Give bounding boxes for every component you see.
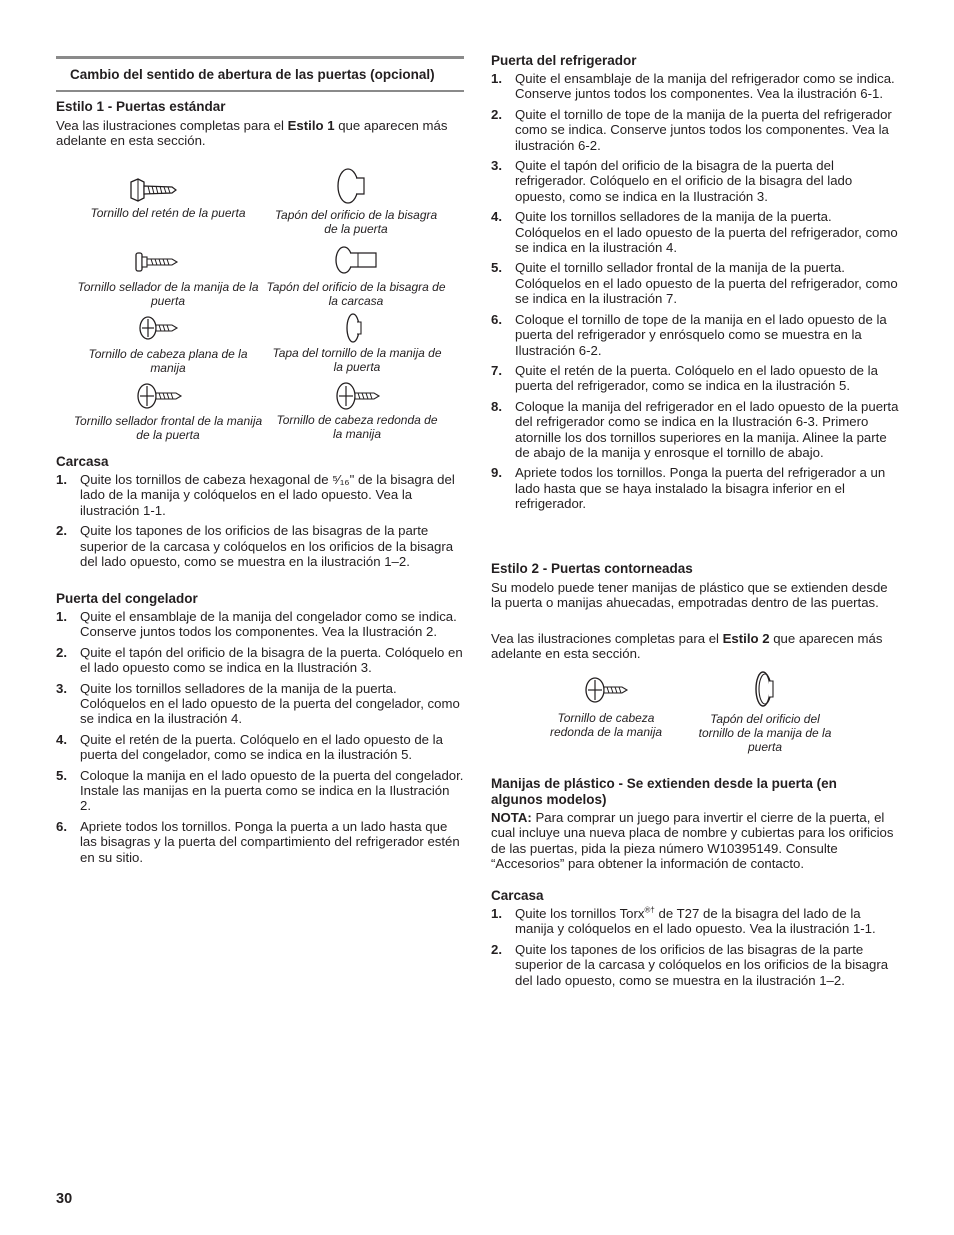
style2-heading: Estilo 2 - Puertas contorneadas bbox=[491, 561, 693, 576]
note-text: Para comprar un juego para invertir el cierre de la puerta, el cual incluye una nueva placa de nombre y cubiertas para los orificios de las puertas, pida la pieza número W10395149. Consulte “Accesorios” para obtener la información de contacto. bbox=[491, 810, 894, 872]
round-head-screw-icon bbox=[584, 676, 630, 704]
plastic-handles-heading: Manijas de plástico - Se extienden desde la puerta (en algunos modelos) bbox=[491, 776, 837, 807]
step-number: 6. bbox=[56, 818, 67, 834]
caption-style2-handle-screw-plug: Tapón del orificio del tornillo de la manija de la puerta bbox=[698, 712, 832, 754]
step-text-post: de T27 de la bisagra del lado de la manija y colóquelos en el lado opuesto. Vea la ilustración 1-1. bbox=[515, 906, 876, 937]
step-text: Quite los tapones de los orificios de las bisagras de la parte superior de la carcasa y colóquelos en los orificios de la bisagra del lado opuesto, como se muestra en la ilustración 1–2. bbox=[515, 941, 889, 988]
list-item bbox=[56, 681, 464, 727]
step-text-pre: Quite los tornillos Torx bbox=[515, 906, 645, 921]
step-text: Quite el tapón del orificio de la bisagra de la puerta del refrigerador. Colóquelo en el orificio de la bisagra del lado opuesto, como se indica en la Ilustración 3. bbox=[515, 158, 853, 204]
list-item bbox=[56, 732, 464, 763]
list-item bbox=[491, 158, 901, 204]
style1-intro-post: que aparecen más adelante en esta sección. bbox=[56, 118, 448, 149]
section-header-bar bbox=[56, 56, 464, 92]
handle-screw-plug-icon bbox=[752, 669, 778, 709]
caption-front-sealing-screw: Tornillo sellador frontal de la manija de la puerta bbox=[73, 414, 263, 442]
caption-screw-cap: Tapa del tornillo de la manija de la puerta bbox=[272, 346, 442, 374]
page-number: 30 bbox=[56, 1191, 73, 1207]
caption-door-stop-screw: Tornillo del retén de la puerta bbox=[90, 206, 246, 220]
list-item bbox=[491, 399, 901, 461]
step-number: 9. bbox=[491, 465, 502, 481]
step-number: 3. bbox=[56, 680, 67, 696]
step-text: Quite el tapón del orificio de la bisagra de la puerta. Colóquelo en el lado opuesto como se indica en la Ilustración 3. bbox=[80, 644, 463, 676]
step-number: 2. bbox=[56, 523, 67, 539]
style1-heading: Estilo 1 - Puertas estándar bbox=[56, 99, 226, 114]
note-label: NOTA: bbox=[491, 810, 532, 825]
style2-cabinet-heading: Carcasa bbox=[491, 888, 544, 903]
step-text: Quite los tornillos de cabeza hexagonal de ⁵⁄₁₆" de la bisagra del lado de la manija y colóquelos en el lado opuesto. Vea la ilustración 1-1. bbox=[80, 472, 455, 518]
style2-cabinet-steps bbox=[491, 906, 901, 993]
trademark-sup: ®† bbox=[644, 905, 655, 915]
section-title: Cambio del sentido de abertura de las puertas (opcional) bbox=[70, 67, 435, 82]
list-item bbox=[56, 645, 464, 676]
style1-intro-bold: Estilo 1 bbox=[287, 118, 335, 133]
list-item bbox=[56, 609, 464, 640]
front-sealing-screw-icon bbox=[136, 381, 184, 411]
style2-intro-bold: Estilo 2 bbox=[722, 631, 770, 646]
screw-cap-icon bbox=[344, 311, 366, 345]
step-number: 8. bbox=[491, 398, 502, 414]
step-number: 4. bbox=[56, 731, 67, 747]
step-number: 4. bbox=[491, 209, 502, 225]
hex-screw-icon bbox=[128, 177, 178, 203]
step-text: Coloque el tornillo de tope de la manija en el lado opuesto de la puerta del refrigerador y enrósquelo como se muestra en la Ilustración 6-2. bbox=[515, 311, 887, 358]
note-paragraph bbox=[491, 810, 901, 872]
list-item bbox=[491, 942, 901, 988]
list-item bbox=[491, 312, 901, 358]
freezer-door-heading: Puerta del congelador bbox=[56, 591, 198, 606]
list-item bbox=[491, 71, 901, 102]
style2-paragraph: Su modelo puede tener manijas de plástico que se extienden desde la puerta o manijas ahuecadas, empotradas dentro de las puertas. bbox=[491, 580, 888, 611]
list-item bbox=[491, 260, 901, 306]
step-text: Coloque la manija del refrigerador en el lado opuesto de la puerta del refrigerador como se indica en la Ilustración 6-3. Primero atornille los dos tornillos superiores en la manija. Alinee la parte de abajo de la manija y enrosque el tornillo de abajo. bbox=[515, 398, 899, 460]
step-text: Quite el ensamblaje de la manija del refrigerador como se indica. Conserve juntos todos los componentes. Vea la ilustración 6-1. bbox=[515, 71, 895, 102]
round-head-screw-icon bbox=[334, 381, 382, 411]
fridge-steps bbox=[491, 71, 901, 517]
step-number: 1. bbox=[56, 609, 67, 624]
step-number: 7. bbox=[491, 362, 502, 378]
step-number: 1. bbox=[56, 472, 67, 487]
list-item bbox=[491, 363, 901, 394]
step-text: Quite el tornillo de tope de la manija de la puerta del refrigerador como se indica. Conserve juntos todos los componentes. Vea la ilustración 6-2. bbox=[515, 106, 892, 153]
style1-intro-pre: Vea las ilustraciones completas para el bbox=[56, 118, 288, 133]
step-text: Quite el ensamblaje de la manija del congelador como se indica. Conserve juntos todos los componentes. Vea la Ilustración 2. bbox=[80, 609, 457, 640]
flat-head-screw-icon bbox=[138, 314, 180, 342]
caption-flat-head-screw: Tornillo de cabeza plana de la manija bbox=[88, 347, 248, 375]
list-item bbox=[56, 768, 464, 814]
freezer-steps bbox=[56, 609, 464, 870]
caption-door-hinge-plug: Tapón del orificio de la bisagra de la puerta bbox=[274, 208, 438, 236]
fridge-door-heading: Puerta del refrigerador bbox=[491, 53, 637, 68]
step-number: 2. bbox=[491, 106, 502, 122]
caption-cabinet-hinge-plug: Tapón del orificio de la bisagra de la carcasa bbox=[266, 280, 446, 308]
step-text: Quite los tapones de los orificios de las bisagras de la parte superior de la carcasa y colóquelos en los orificios de la bisagra del lado opuesto, como se muestra en la ilustración 1–2. bbox=[80, 523, 454, 570]
list-item bbox=[56, 819, 464, 865]
cabinet-hinge-plug-icon bbox=[332, 245, 380, 275]
style2-intro-pre: Vea las ilustraciones completas para el bbox=[491, 631, 723, 646]
cabinet-heading: Carcasa bbox=[56, 454, 109, 469]
style2-intro bbox=[491, 631, 901, 662]
step-text: Quite los tornillos selladores de la manija de la puerta. Colóquelos en el lado opuesto de la puerta del refrigerador, como se indica en la ilustración 4. bbox=[515, 209, 898, 256]
step-text: Coloque la manija en el lado opuesto de la puerta del congelador. Instale las manijas en la puerta como se indica en la Ilustración 2. bbox=[80, 767, 464, 814]
list-item bbox=[491, 465, 901, 511]
step-number: 1. bbox=[491, 71, 502, 86]
step-number: 5. bbox=[491, 260, 502, 276]
style2-intro-post: que aparecen más adelante en esta sección. bbox=[491, 631, 883, 662]
caption-round-head-screw: Tornillo de cabeza redonda de la manija bbox=[276, 413, 438, 441]
step-text: Quite el retén de la puerta. Colóquelo en el lado opuesto de la puerta del congelador, como se indica en la ilustración 5. bbox=[80, 731, 443, 763]
step-text: Quite el retén de la puerta. Colóquelo en el lado opuesto de la puerta del refrigerador, como se indica en la ilustración 5. bbox=[515, 362, 878, 394]
step-number: 6. bbox=[491, 311, 502, 327]
step-number: 1. bbox=[491, 906, 502, 921]
style1-intro bbox=[56, 118, 464, 149]
step-number: 3. bbox=[491, 158, 502, 174]
list-item bbox=[491, 209, 901, 255]
hinge-hole-plug-icon bbox=[334, 166, 372, 206]
step-text: Apriete todos los tornillos. Ponga la puerta a un lado hasta que las bisagras y la puerta del compartimiento del refrigerador estén en su sitio. bbox=[80, 818, 460, 865]
step-number: 2. bbox=[56, 644, 67, 660]
caption-handle-sealing-screw: Tornillo sellador de la manija de la puerta bbox=[77, 280, 259, 308]
step-number: 5. bbox=[56, 767, 67, 783]
cabinet-steps bbox=[56, 472, 464, 574]
list-item bbox=[56, 472, 464, 518]
step-text: Apriete todos los tornillos. Ponga la puerta del refrigerador a un lado hasta que se haya instalado la bisagra inferior en el refrigerador. bbox=[515, 465, 886, 512]
caption-style2-round-head-screw: Tornillo de cabeza redonda de la manija bbox=[549, 711, 663, 739]
list-item bbox=[491, 107, 901, 153]
list-item bbox=[491, 906, 901, 937]
list-item bbox=[56, 523, 464, 569]
handle-sealing-screw-icon bbox=[134, 250, 180, 274]
step-text: Quite el tornillo sellador frontal de la manija de la puerta. Colóquelos en el lado opuesto de la puerta del refrigerador, como se indica en la ilustración 7. bbox=[515, 260, 898, 307]
step-number: 2. bbox=[491, 941, 502, 957]
step-text: Quite los tornillos selladores de la manija de la puerta. Colóquelos en el lado opuesto de la puerta del congelador, como se indica en la ilustración 4. bbox=[80, 680, 460, 727]
